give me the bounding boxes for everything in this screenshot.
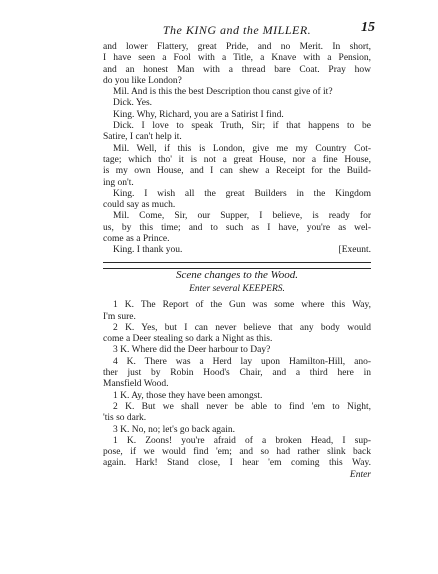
text-line: come as a Prince. (103, 234, 170, 245)
text-line: ing on't. (103, 177, 134, 188)
text-line: 2 K. Yes, but I can never believe that any body would (113, 322, 371, 333)
text-line: 4 K. There was a Herd lay upon Hamilton-Hill, ano- (113, 356, 371, 367)
book-page (103, 20, 375, 481)
dialogue-part-1 (103, 42, 371, 257)
text-line: and lower Flattery, great Pride, and no Merit. In short, (103, 42, 371, 52)
text-line: 1 K. Zoons! you're afraid of a broken Head, I sup- (113, 435, 371, 446)
text-line: Dick. Yes. (113, 98, 153, 109)
stage-direction: Enter several KEEPERS. (189, 283, 285, 294)
text-line: pose, if we would find 'em; and so had rather slink back (103, 447, 371, 458)
text-line: 3 K. Where did the Deer harbour to Day? (113, 345, 271, 356)
page-header (103, 20, 375, 40)
text-line: again. Hark! Stand close, I hear 'em coming this Way. (103, 458, 371, 469)
closing-speech: King. I thank you. (113, 245, 183, 256)
page-number: 15 (361, 20, 375, 35)
text-line: tage; which tho' it is not a great House, nor a fine House, (103, 154, 371, 165)
text-line: King. Why, Richard, you are a Satirist I find. (113, 109, 284, 120)
text-line: could say as much. (103, 200, 176, 211)
dialogue-part-2 (103, 300, 371, 469)
text-line: I have seen a Fool with a Title, a Knave with a Pension, (103, 53, 371, 64)
text-line: Mil. Well, if this is London, give me my Country Cot- (113, 143, 371, 154)
text-line: 2 K. But we shall never be able to find 'em to Night, (113, 401, 371, 412)
text-line: and an honest Man with a thread bare Coat. Pray how (103, 64, 371, 75)
closing-line (103, 245, 371, 256)
text-line: I'm sure. (103, 311, 136, 322)
text-line: is my own House, and I can shew a Receipt for the Build- (103, 166, 371, 177)
catchword: Enter (349, 469, 371, 480)
text-line: do you like London? (103, 75, 182, 86)
text-line: 1 K. Ay, those they have been amongst. (113, 390, 263, 401)
text-line: 3 K. No, no; let's go back again. (113, 424, 236, 435)
running-title: The KING and the MILLER. (162, 23, 312, 37)
scene-heading: Scene changes to the Wood. (175, 268, 299, 281)
text-line: Dick. I love to speak Truth, Sir; if that happens to be (113, 121, 371, 132)
section-divider (103, 262, 371, 263)
text-line: ther just by Robin Hood's Chair, and a third here in (103, 368, 371, 379)
exeunt-direction: [Exeunt. (338, 245, 371, 256)
text-line: us, by this time; and to such as I have, you're as wel- (103, 222, 371, 233)
text-line: Satire, I can't help it. (103, 132, 182, 143)
text-line: come a Deer stealing so dark a Night as this. (103, 334, 273, 345)
text-line: Mansfield Wood. (103, 379, 169, 390)
text-line: Mil. And is this the best Description thou canst give of it? (113, 87, 333, 98)
text-line: 1 K. The Report of the Gun was some where this Way, (113, 300, 371, 311)
text-line: King. I wish all the great Builders in the Kingdom (113, 188, 371, 199)
text-line: 'tis so dark. (103, 413, 147, 424)
text-line: Mil. Come, Sir, our Supper, I believe, is ready for (113, 211, 371, 222)
